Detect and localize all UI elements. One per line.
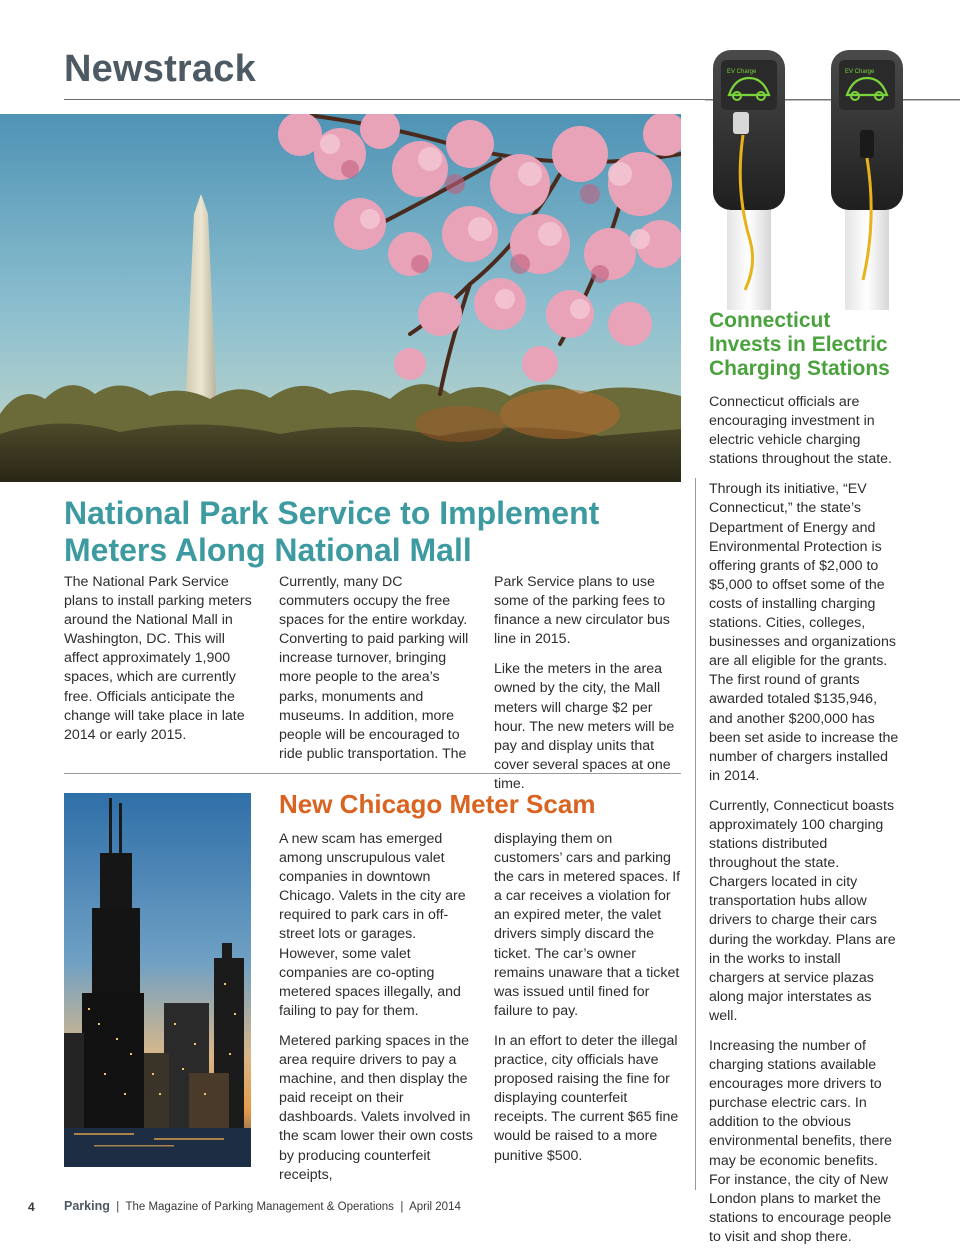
connecticut-headline-line1: Connecticut [709,309,831,332]
footer-separator: | [400,1201,404,1213]
feature-headline-line1: National Park Service to Implement [64,495,600,531]
feature-paragraph: The National Park Service plans to install parking meters around the National Mall in Washington, DC. This will affect approximately 1,900 spaces, which are currently free. Officials anticipate the change will take place in late 2014 or early 2015. [64,574,252,743]
footer-issue: April 2014 [409,1201,461,1213]
connecticut-paragraph: Increasing the number of charging stations available encourages more drivers to purchase electric cars. In addition to the obvious environmental benefits, there may be economic benefits. For instance, the city of New London plans to market the stations to encourage people to visit and shop there. [709,1038,892,1245]
section-title: Newstrack [64,48,256,90]
footer-magazine: The Magazine of Parking Management & Operations [125,1201,394,1213]
footer-text [64,1199,461,1213]
feature-column-3 [494,573,684,805]
chicago-paragraph: displaying them on customers’ cars and parking the cars in metered spaces. If a car receives a violation for an expired meter, the valet drivers simply discard the ticket. The car’s owner remains unaware that a ticket was issued until fined for failure to pay. [494,831,681,1019]
section-divider [64,773,681,774]
chicago-paragraph: Metered parking spaces in the area require drivers to pay a machine, and then display the paid receipt on their dashboards. Valets involved in the scam lower their own costs by producing counterfeit receipts, [279,1032,473,1183]
connecticut-headline-line2: Invests in Electric [709,333,888,356]
chicago-paragraph: A new scam has emerged among unscrupulous valet companies in downtown Chicago. Valets in the city are required to park cars in off-street lots or garages. However, some valet companies are co-opting metered spaces illegally, and failing to pay for them. [279,831,466,1019]
feature-paragraph: Like the meters in the area owned by the city, the Mall meters will charge $2 per hour. The new meters will be pay and display units that cover several spaces at one time. [494,661,675,792]
page-number: 4 [28,1200,35,1214]
ev-charger-photo [705,40,960,310]
hero-photo [0,114,681,482]
chicago-skyline-photo [64,793,251,1167]
feature-column-1 [64,573,259,756]
footer-separator: | [116,1201,120,1213]
feature-column-2 [279,573,474,775]
connecticut-headline [709,309,949,381]
page-footer [0,1198,960,1218]
chicago-column-1 [279,830,474,1196]
connecticut-headline-line3: Charging Stations [709,357,890,380]
charger-label-1: EV Charge [727,69,757,75]
connecticut-paragraph: Through its initiative, “EV Connecticut,” the state’s Department of Energy and Environmental Protection is offering grants of $2,000 to $5,000 to offset some of the costs of installing charging stations. Cities, colleges, businesses and organizations are all eligible for the grants. The first round of grants awarded totaled $135,946, and another $200,000 has been set aside to increase the number of chargers installed in 2014. [709,481,899,784]
chicago-paragraph: In an effort to deter the illegal practice, city officials have proposed raising the fine for displaying counterfeit receipts. The current $65 fine would be raised to a more punitive $500. [494,1032,679,1164]
connecticut-body [709,393,899,1258]
footer-brand: Parking [64,1199,110,1213]
feature-headline-line2: Meters Along National Mall [64,532,472,568]
feature-paragraph: Currently, many DC commuters occupy the free spaces for the entire workday. Converting to paid parking will increase turnover, bringing more people to the area’s parks, monuments and museums. In addition, more people will be encouraged to ride public transportation. The [279,574,469,762]
charger-label-2: EV Charge [845,69,875,75]
connecticut-paragraph: Connecticut officials are encouraging investment in electric vehicle charging stations throughout the state. [709,394,892,468]
feature-headline [64,495,684,569]
connecticut-paragraph: Currently, Connecticut boasts approximately 100 charging stations distributed throughout the state. Chargers located in city transportation hubs allow drivers to charge their cars during the workday. Plans are in the works to install chargers at service plazas along major interstates as well. [709,797,896,1024]
feature-paragraph: Park Service plans to use some of the parking fees to finance a new circulator bus line in 2015. [494,574,670,648]
column-rule [695,478,696,1190]
chicago-column-2 [494,830,684,1177]
chicago-headline: New Chicago Meter Scam [279,789,596,819]
